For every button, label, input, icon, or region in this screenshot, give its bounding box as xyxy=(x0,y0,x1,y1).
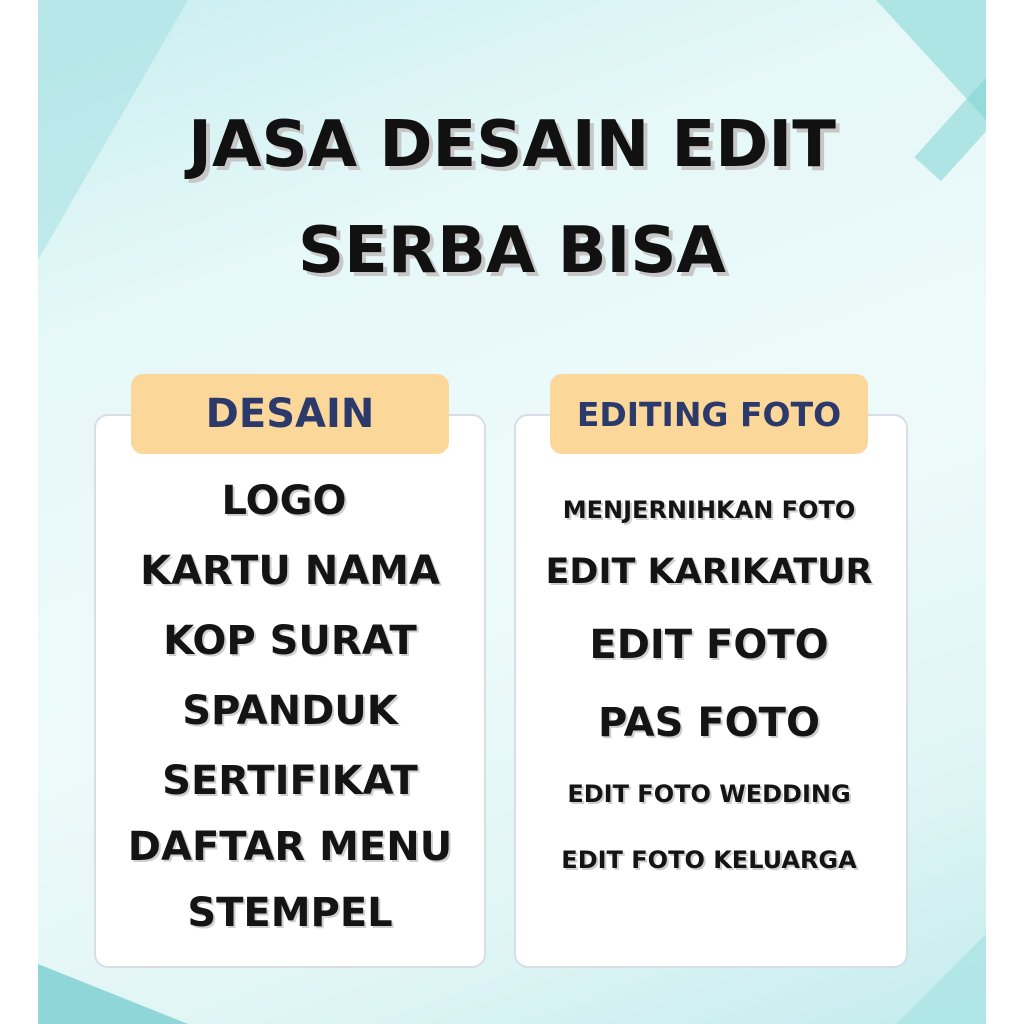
editing-item: EDIT KARIKATUR xyxy=(545,552,873,592)
editing-item: EDIT FOTO xyxy=(589,622,829,668)
editing-item: EDIT FOTO WEDDING xyxy=(567,780,851,808)
desain-item: KARTU NAMA xyxy=(140,548,440,594)
desain-item: LOGO xyxy=(221,478,347,524)
desain-item: STEMPEL xyxy=(187,890,393,936)
editing-item: EDIT FOTO KELUARGA xyxy=(561,846,857,874)
editing-item: MENJERNIHKAN FOTO xyxy=(562,496,856,524)
editing-foto-heading: EDITING FOTO xyxy=(550,374,868,454)
desain-item: KOP SURAT xyxy=(163,618,417,664)
decorative-triangle-bottom-left xyxy=(38,964,188,1024)
decorative-triangle-bottom-right xyxy=(896,934,986,1024)
title-line-1: JASA DESAIN EDIT xyxy=(188,108,836,182)
desain-item: DAFTAR MENU xyxy=(127,824,453,870)
desain-heading: DESAIN xyxy=(131,374,449,454)
desain-item: SERTIFIKAT xyxy=(162,758,418,804)
editing-item: PAS FOTO xyxy=(598,700,820,746)
title-line-2: SERBA BISA xyxy=(298,214,726,288)
desain-item: SPANDUK xyxy=(182,688,398,734)
poster xyxy=(38,0,986,1024)
